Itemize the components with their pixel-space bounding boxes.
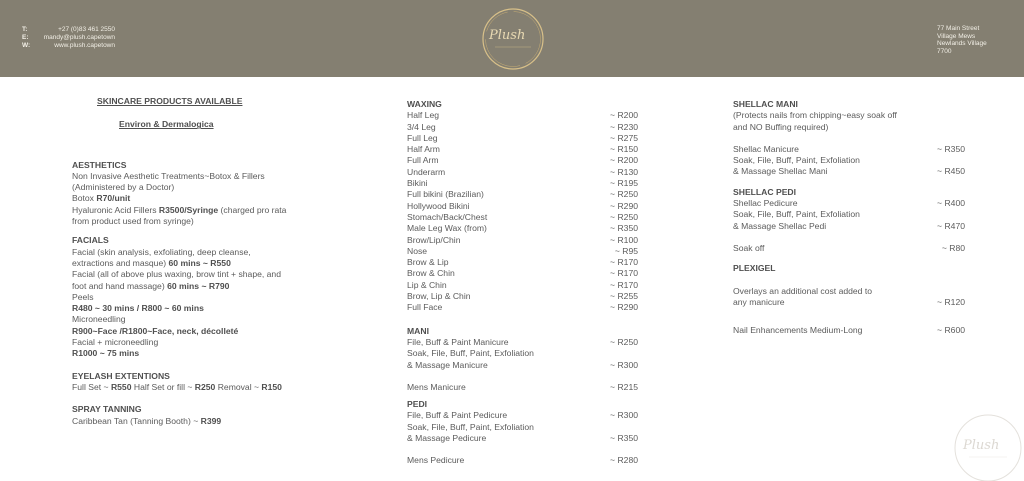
waxing-item-name: Brow & Lip [407,257,449,268]
address-line: 77 Main Street [937,25,980,32]
price-row [407,455,638,466]
waxing-item-price: ~ R95 [614,245,638,256]
waxing-item-price: ~ R230 [610,121,638,132]
waxing-title: WAXING [407,99,442,109]
text-segment: ~ R280 [610,455,638,466]
facials-line: Facial + microneedling [72,337,159,348]
waxing-item-name: Bikini [407,178,428,189]
waxing-item [407,212,638,223]
text-segment: Shellac Pedicure [733,198,798,209]
waxing-item [407,178,638,189]
text-segment: ~ R400 [937,198,965,209]
plush-watermark-logo [953,413,1023,481]
facials-line: Facial (skin analysis, exfoliating, deep cleanse, [72,246,251,257]
text-segment: ~ R250 [610,336,638,347]
waxing-item-price: ~ R250 [610,189,638,200]
column-aesthetics [72,96,322,427]
text-segment: R399 [200,415,222,426]
aesthetics-line: from product used from syringe) [72,216,194,227]
text-segment: R250 [194,381,216,392]
waxing-item-price: ~ R250 [610,211,638,222]
waxing-item [407,280,638,291]
address-block [937,25,987,55]
text-segment: ~ R215 [610,381,638,392]
aesthetics-line: (Administered by a Doctor) [72,182,175,193]
aesthetics-title: AESTHETICS [72,159,127,170]
waxing-item-name: Hollywood Bikini [407,200,470,211]
text-segment: ~ R470 [937,220,965,231]
text-segment: ~ R300 [610,410,638,421]
text-segment: Full Set ~ [72,381,111,392]
text-segment: & Massage Shellac Pedi [733,220,827,231]
facials-line: Microneedling [72,314,126,325]
service-line: and NO Buffing required) [733,121,829,132]
service-line: Soak, File, Buff, Paint, Exfoliation [733,209,860,220]
website-row [22,42,115,50]
price-row [407,360,638,371]
text-segment: any manicure [733,296,785,307]
waxing-item-name: Brow & Chin [407,268,455,279]
text-segment: Hyaluronic Acid Fillers [72,204,159,215]
text-segment: ~ R350 [610,433,638,444]
text-segment: ~ R300 [610,359,638,370]
facials-line: Facial (all of above plus waxing, brow tint + shape, and [72,269,281,280]
pedi-title: PEDI [407,399,428,410]
text-segment: extractions and masque) [72,257,169,268]
shellac-pedi-title: SHELLAC PEDI [733,186,797,197]
waxing-item-name: Male Leg Wax (from) [407,223,487,234]
waxing-item [407,302,638,313]
waxing-item [407,155,638,166]
facials-line [72,258,322,269]
plush-logo [480,6,546,72]
waxing-item-price: ~ R170 [610,268,638,279]
waxing-item-price: ~ R275 [610,132,638,143]
waxing-item [407,223,638,234]
waxing-item-name: Lip & Chin [407,279,447,290]
waxing-item-price: ~ R150 [610,144,638,155]
service-line: Soak, File, Buff, Paint, Exfoliation [407,421,534,432]
waxing-item-name: Stomach/Back/Chest [407,211,488,222]
spray-tanning-line [72,416,322,427]
price-row [733,166,965,177]
phone-row [22,26,115,34]
text-segment: Plush [489,28,526,43]
address-line: Village Mews [937,32,976,40]
waxing-item [407,189,638,200]
waxing-item-name: Brow/Lip/Chin [407,234,461,245]
phone-number: +27 (0)83 461 2550 [58,26,115,33]
text-segment: Mens Pedicure [407,455,465,466]
waxing-item-name: Half Leg [407,110,440,121]
skincare-title: SKINCARE PRODUCTS AVAILABLE [97,96,243,106]
waxing-item-price: ~ R350 [610,223,638,234]
waxing-item-name: Full Arm [407,155,439,166]
waxing-item [407,201,638,212]
waxing-item [407,167,638,178]
waxing-item [407,268,638,279]
waxing-item [407,246,638,257]
website-url: www.plush.capetown [54,42,115,49]
text-segment: Mens Manicure [407,381,466,392]
email-address: mandy@plush.capetown [43,34,115,41]
text-segment: & Massage Shellac Mani [733,166,828,177]
text-segment: ~ R80 [941,242,965,253]
price-row [733,243,965,254]
text-segment: R3500/Syringe [158,204,219,215]
waxing-item-name: Full bikini (Brazilian) [407,189,484,200]
service-line: (Protects nails from chipping~easy soak off [733,110,897,121]
text-segment: ~ R120 [937,296,965,307]
price-row [733,221,965,232]
waxing-item-price: ~ R200 [610,155,638,166]
text-segment: File, Buff & Paint Manicure [407,336,509,347]
waxing-item-price: ~ R170 [610,257,638,268]
price-row [407,433,638,444]
text-segment: ~ R600 [937,325,965,336]
price-row [733,325,965,336]
text-segment: Half Set or fill ~ [131,381,195,392]
waxing-item-name: Full Leg [407,132,438,143]
waxing-item [407,133,638,144]
facials-line: R1000 ~ 75 mins [72,348,140,359]
facials-line: Peels [72,291,94,302]
waxing-item-name: 3/4 Leg [407,121,436,132]
text-segment: Removal ~ [215,381,262,392]
text-segment: ~ R450 [937,166,965,177]
text-segment: Nail Enhancements Medium-Long [733,325,863,336]
text-segment: R150 [261,381,282,392]
waxing-item-name: Half Arm [407,144,440,155]
waxing-item-price: ~ R290 [610,200,638,211]
facials-line [72,281,322,292]
waxing-item [407,235,638,246]
aesthetics-line [72,205,322,216]
eyelash-title: EYELASH EXTENTIONS [72,370,170,381]
column-shellac [733,99,965,336]
email-row [22,34,115,42]
waxing-item [407,122,638,133]
aesthetics-line [72,193,322,204]
mani-title: MANI [407,325,429,336]
price-row [733,198,965,209]
waxing-item-name: Full Face [407,302,443,313]
text-segment: File, Buff & Paint Pedicure [407,410,508,421]
facials-line: R900~Face /R1800~Face, neck, décolleté [72,325,239,336]
facials-line: R480 ~ 30 mins / R800 ~ 60 mins [72,303,204,314]
price-row [733,144,965,155]
skincare-brands: Environ & Dermalogica [119,119,214,130]
text-segment: 60 mins ~ R550 [168,257,231,268]
waxing-item [407,257,638,268]
waxing-item-name: Nose [407,245,428,256]
phone-label: T: [22,26,28,33]
waxing-item-price: ~ R290 [610,302,638,313]
service-line: Soak, File, Buff, Paint, Exfoliation [407,348,534,359]
waxing-item-name: Brow, Lip & Chin [407,291,471,302]
waxing-item-price: ~ R170 [610,279,638,290]
text-segment: 60 mins ~ R790 [167,280,230,291]
address-line: 7700 [937,47,952,55]
price-row [407,337,638,348]
service-line: Soak, File, Buff, Paint, Exfoliation [733,155,860,166]
shellac-mani-title: SHELLAC MANI [733,99,798,109]
waxing-item [407,144,638,155]
text-segment: & Massage Pedicure [407,433,487,444]
website-label: W: [22,42,31,49]
column-waxing [407,99,638,467]
text-segment: ~ R350 [937,143,965,154]
waxing-item-price: ~ R255 [610,291,638,302]
waxing-item [407,291,638,302]
text-segment: Caribbean Tan (Tanning Booth) ~ [72,415,201,426]
price-row [407,410,638,421]
waxing-list [407,110,638,313]
text-segment: & Massage Manicure [407,359,488,370]
service-line: Overlays an additional cost added to [733,285,873,296]
eyelash-line [72,382,322,393]
aesthetics-line: Non Invasive Aesthetic Treatments~Botox & Fillers [72,170,265,181]
text-segment: Shellac Manicure [733,143,799,154]
text-segment: R550 [110,381,132,392]
text-segment: (charged pro rata [218,204,287,215]
text-segment: Soak off [733,242,765,253]
text-segment: foot and hand massage) [72,280,168,291]
text-segment: Botox [72,193,97,204]
spray-tanning-title: SPRAY TANNING [72,404,142,415]
waxing-item-name: Underarm [407,166,446,177]
text-segment: R70/unit [96,193,131,204]
facials-title: FACIALS [72,235,109,246]
price-row [407,382,638,393]
price-row [733,297,965,308]
plexigel-title: PLEXIGEL [733,263,776,274]
waxing-item-price: ~ R100 [610,234,638,245]
email-label: E: [22,34,29,41]
header-bar [0,0,1024,77]
waxing-item-price: ~ R195 [610,178,638,189]
waxing-item-price: ~ R130 [610,166,638,177]
waxing-item [407,110,638,121]
address-line: Newlands Village [937,40,987,47]
contact-details [22,26,115,50]
waxing-item-price: ~ R200 [610,110,638,121]
text-segment: Plush [963,438,1000,453]
